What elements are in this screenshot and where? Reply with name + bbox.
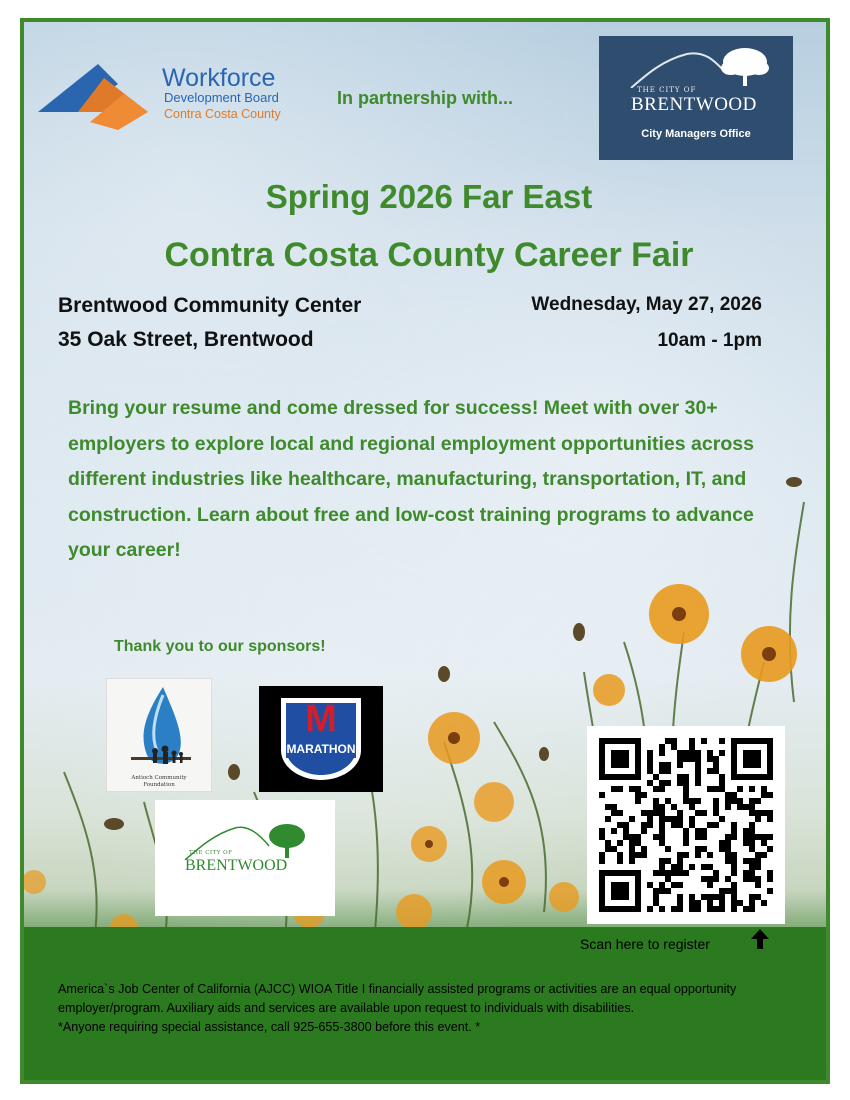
wdb-logo-subtitle: Development Board — [164, 90, 279, 105]
brentwood-city-label: THE CITY OF — [637, 86, 697, 94]
qr-code-icon — [587, 726, 785, 924]
brentwood-city-managers-logo — [599, 36, 793, 160]
antioch-foundation-label — [107, 775, 211, 789]
brentwood-city-name: BRENTWOOD — [631, 94, 757, 115]
arrow-up-icon — [750, 928, 770, 950]
antioch-foundation-line2: Foundation — [143, 782, 175, 788]
marathon-name: MARATHON — [286, 742, 356, 756]
sponsor-brentwood-city-label: THE CITY OF — [189, 850, 233, 856]
flyer — [20, 18, 830, 1084]
antioch-community-foundation-logo — [106, 678, 212, 792]
event-title-line1: Spring 2026 Far East — [265, 178, 593, 215]
special-assistance-notice: *Anyone requiring special assistance, call 925-655-3800 before this event. * — [58, 1020, 481, 1034]
marathon-m-letter: M — [305, 698, 337, 740]
wdb-logo-county: Contra Costa County — [164, 107, 281, 121]
event-title-line2: Contra Costa County Career Fair — [164, 236, 694, 274]
equal-opportunity-notice: America`s Job Center of California (AJCC) WIOA Title I financially assisted programs or activities are an equal opportunity employer/program. Auxiliary aids and services are available upon request to individuals with disabilities. — [58, 982, 737, 1015]
marathon-logo — [259, 686, 383, 792]
partnership-text: In partnership with... — [337, 88, 514, 108]
antioch-foundation-line1: Antioch Community — [131, 775, 187, 781]
event-date: Wednesday, May 27, 2026 — [531, 294, 762, 315]
brentwood-office-label: City Managers Office — [641, 128, 751, 140]
brentwood-tree-icon — [617, 44, 777, 88]
event-description: Bring your resume and come dressed for success! Meet with over 30+ employers to explore local and regional employment opportunities across different industries like healthcare, manufacturing, transportation, IT, and construction. Learn about free and low-cost training programs to advance your career! — [68, 397, 754, 561]
sponsor-brentwood-city-name: BRENTWOOD — [185, 857, 288, 874]
footer-notice — [58, 980, 804, 1037]
venue-name: Brentwood Community Center — [58, 294, 362, 317]
sponsors-heading: Thank you to our sponsors! — [114, 638, 326, 655]
venue-address: 35 Oak Street, Brentwood — [58, 328, 314, 351]
scan-to-register-label: Scan here to register — [580, 936, 710, 952]
wdb-logo-title: Workforce — [162, 64, 276, 92]
water-drop-family-icon — [125, 685, 195, 773]
registration-qr-code[interactable] — [587, 726, 785, 924]
event-time: 10am - 1pm — [657, 330, 762, 351]
city-of-brentwood-sponsor-logo — [155, 800, 335, 916]
